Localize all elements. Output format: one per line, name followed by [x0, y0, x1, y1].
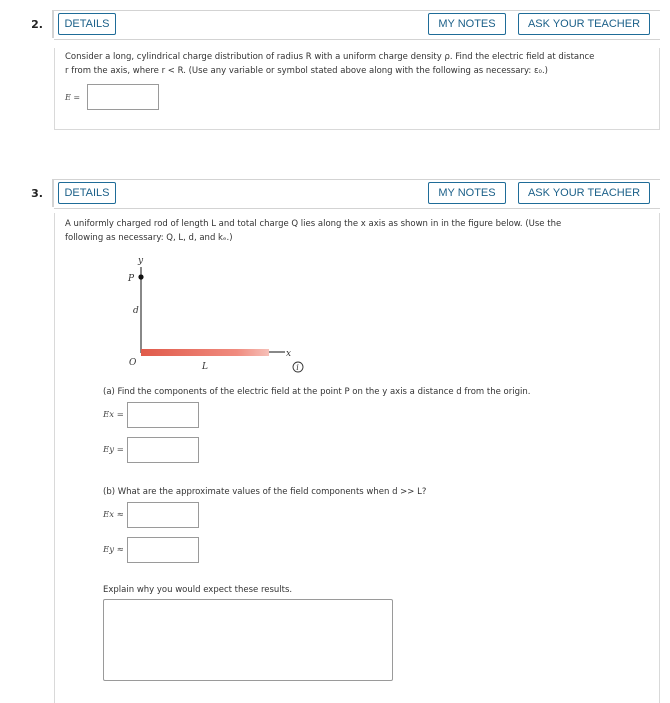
rod-figure — [115, 253, 375, 383]
answer-row-e — [65, 84, 159, 110]
part-b-ex-input[interactable] — [127, 502, 199, 528]
question-header — [54, 179, 660, 209]
part-a-ex-input[interactable] — [127, 402, 199, 428]
answer-row-part-b-ex — [103, 502, 199, 528]
answer-label: Ey ≈ — [103, 545, 124, 555]
question-header — [54, 10, 660, 40]
my-notes-button[interactable]: MY NOTES — [428, 182, 506, 204]
answer-label: E = — [65, 92, 81, 102]
e-answer-input[interactable] — [87, 84, 159, 110]
ask-your-teacher-button[interactable]: ASK YOUR TEACHER — [518, 13, 650, 35]
info-icon[interactable] — [293, 362, 303, 372]
answer-label: Ey = — [103, 445, 124, 455]
length-label: L — [202, 362, 208, 372]
my-notes-button[interactable]: MY NOTES — [428, 13, 506, 35]
part-b-prompt: (b) What are the approximate values of the field components when d >> L? — [103, 487, 427, 497]
distance-label: d — [133, 306, 139, 316]
explain-prompt: Explain why you would expect these results. — [103, 585, 293, 595]
point-p — [138, 274, 143, 279]
question-prompt: Consider a long, cylindrical charge distribution of radius R with a uniform charge density ρ. Find the electric field at distance r from the axis, where r < R. (Use any variable or symbol stated above along with the following as necessary: ε₀.) — [65, 52, 595, 76]
svg-text:i: i — [296, 363, 299, 373]
details-button[interactable]: DETAILS — [58, 13, 116, 35]
y-axis-label: y — [138, 256, 144, 266]
answer-row-part-a-ey — [103, 437, 199, 463]
origin-label: O — [129, 358, 137, 368]
point-p-label: P — [128, 274, 135, 284]
answer-row-part-b-ey — [103, 537, 199, 563]
question-number: 3. — [31, 186, 43, 200]
answer-row-part-a-ex — [103, 402, 199, 428]
details-button[interactable]: DETAILS — [58, 182, 116, 204]
answer-label: Ex ≈ — [103, 510, 124, 520]
question-body — [54, 48, 660, 130]
part-a-prompt: (a) Find the components of the electric field at the point P on the y axis a distance d from the origin. — [103, 387, 531, 397]
charged-rod — [141, 349, 269, 356]
part-a-ey-input[interactable] — [127, 437, 199, 463]
question-number: 2. — [31, 17, 43, 31]
part-b-ey-input[interactable] — [127, 537, 199, 563]
ask-your-teacher-button[interactable]: ASK YOUR TEACHER — [518, 182, 650, 204]
explanation-textarea[interactable] — [103, 599, 393, 681]
question-prompt: A uniformly charged rod of length L and total charge Q lies along the x axis as shown in in the figure below. (Use the following as necessary: Q, L, d, and kₑ.) — [65, 219, 562, 243]
answer-label: Ex = — [103, 410, 124, 420]
question-body — [54, 213, 660, 703]
x-axis-label: x — [286, 349, 292, 359]
